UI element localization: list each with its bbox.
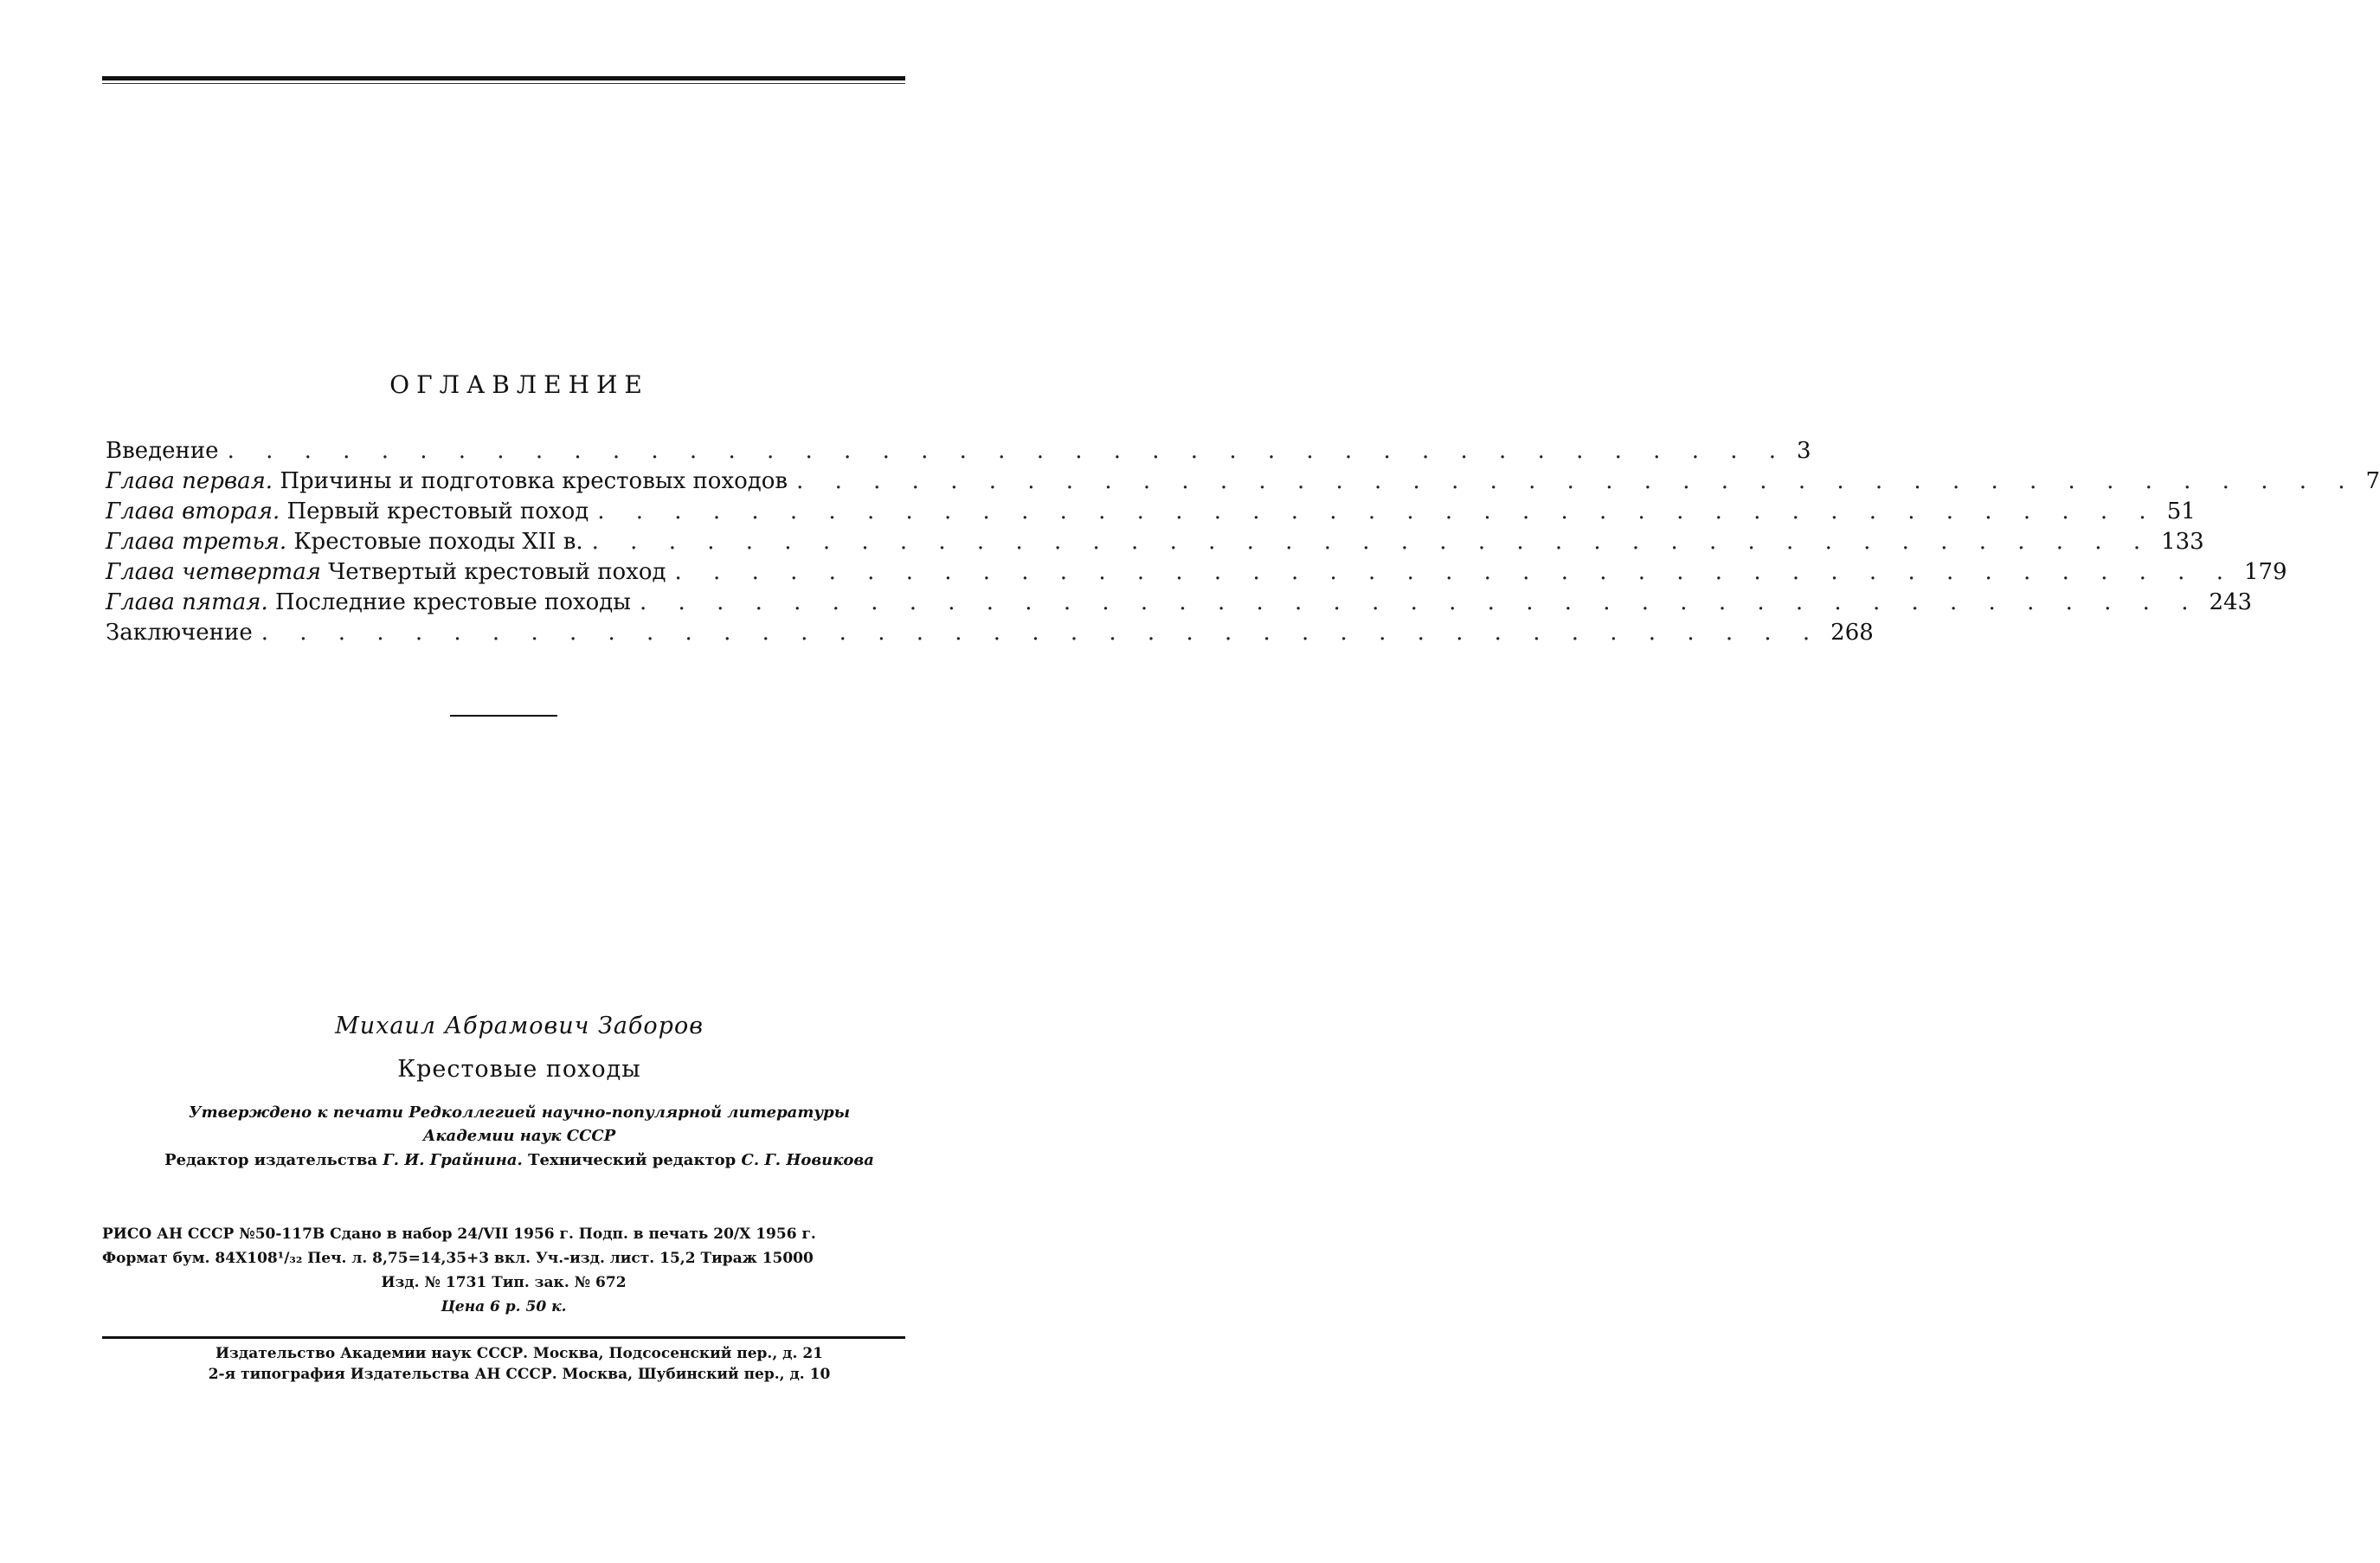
toc-entry-page: 3 — [1797, 438, 1811, 464]
approval-note — [0, 1101, 1039, 1148]
toc-entry-prefix: Глава пятая. — [106, 589, 268, 615]
toc-entry-label — [106, 498, 589, 524]
tech-editor-name: С. Г. Новикова — [741, 1151, 874, 1169]
toc-entry — [106, 468, 2380, 498]
toc-entry-text: Четвертый крестовый поход — [328, 559, 666, 585]
toc-entry-label — [106, 620, 253, 646]
toc-leader: . . . . . . . . . . . . . . . . . . . . . . . . . . . . . . . . . . . . . . . . . — [796, 468, 2357, 494]
publisher-block — [0, 1343, 1039, 1385]
section-divider — [450, 715, 557, 717]
toc-entry-label — [106, 589, 631, 615]
approval-line: Академии наук СССР — [422, 1127, 616, 1145]
toc-entry-label — [106, 468, 788, 494]
toc-entry-page: 133 — [2161, 529, 2204, 555]
toc-entry — [106, 620, 1874, 650]
top-rule-thin — [102, 83, 905, 84]
toc-leader: . . . . . . . . . . . . . . . . . . . . . . . . . . . . . . . . . . . . . . . . . — [640, 589, 2201, 615]
toc-leader: . . . . . . . . . . . . . . . . . . . . . . . . . . . . . . . . . . . . . . . . . — [591, 529, 2153, 555]
toc-entry — [106, 498, 2196, 529]
toc-entry-text: Введение — [106, 438, 219, 464]
toc-entry-text: Причины и подготовка крестовых походов — [280, 468, 788, 494]
publisher-line: Издательство Академии наук СССР. Москва, Подсосенский пер., д. 21 — [215, 1345, 823, 1362]
toc-entry-page: 51 — [2166, 498, 2196, 524]
toc-entry-text: Крестовые походы XII в. — [293, 529, 583, 555]
toc-entry-prefix: Глава четвертая — [106, 559, 321, 585]
top-rule — [102, 76, 905, 80]
toc-leader: . . . . . . . . . . . . . . . . . . . . . . . . . . . . . . . . . . . . . . . . . — [597, 498, 2158, 524]
toc-entry — [106, 559, 2287, 589]
toc-entry-label — [106, 559, 666, 585]
toc-entry-text: Заключение — [106, 620, 253, 646]
bottom-rule — [102, 1336, 905, 1339]
toc-entry-text: Первый крестовый поход — [286, 498, 589, 524]
editor-label: Редактор издательства — [164, 1151, 378, 1169]
toc-entry-prefix: Глава первая. — [106, 468, 273, 494]
toc-entry-label — [106, 529, 583, 555]
imprint-line: РИСО АН СССР №50-117В Сдано в набор 24/VII 1956 г. Подп. в печать 20/X 1956 г. — [102, 1225, 816, 1243]
table-of-contents — [106, 438, 2380, 650]
imprint-block — [102, 1222, 905, 1319]
author-name: Михаил Абрамович Заборов — [335, 1013, 704, 1039]
editor-name: Г. И. Грайнина. — [383, 1151, 523, 1169]
price: Цена 6 р. 50 к. — [441, 1298, 567, 1315]
toc-entry-prefix: Глава третья. — [106, 529, 287, 555]
toc-entry — [106, 529, 2204, 559]
toc-entry-label — [106, 438, 219, 464]
toc-entry — [106, 438, 1811, 468]
tech-editor-label: Технический редактор — [528, 1151, 737, 1169]
toc-entry — [106, 589, 2253, 620]
toc-entry-page: 179 — [2243, 559, 2287, 585]
book-title: Крестовые походы — [397, 1056, 641, 1083]
printer-line: 2-я типография Издательства АН СССР. Москва, Шубинский пер., д. 10 — [208, 1366, 831, 1383]
toc-leader: . . . . . . . . . . . . . . . . . . . . . . . . . . . . . . . . . . . . . . . . . — [261, 620, 1823, 646]
toc-title: ОГЛАВЛЕНИЕ — [389, 370, 649, 399]
toc-entry-prefix: Глава вторая. — [106, 498, 280, 524]
toc-entry-page: 268 — [1830, 620, 1874, 646]
toc-entry-page: 7 — [2365, 468, 2380, 494]
editors-line — [0, 1151, 1039, 1169]
toc-entry-text: Последние крестовые походы — [275, 589, 632, 615]
imprint-line: Изд. № 1731 Тип. зак. № 672 — [381, 1274, 627, 1291]
toc-leader: . . . . . . . . . . . . . . . . . . . . . . . . . . . . . . . . . . . . . . . . . — [674, 559, 2235, 585]
toc-entry-page: 243 — [2209, 589, 2253, 615]
imprint-line: Формат бум. 84X108¹/₃₂ Печ. л. 8,75=14,35+3 вкл. Уч.-изд. лист. 15,2 Тираж 15000 — [102, 1250, 814, 1267]
approval-line: Утверждено к печати Редколлегией научно-популярной литературы — [188, 1103, 851, 1122]
toc-leader: . . . . . . . . . . . . . . . . . . . . . . . . . . . . . . . . . . . . . . . . . — [227, 438, 1789, 464]
